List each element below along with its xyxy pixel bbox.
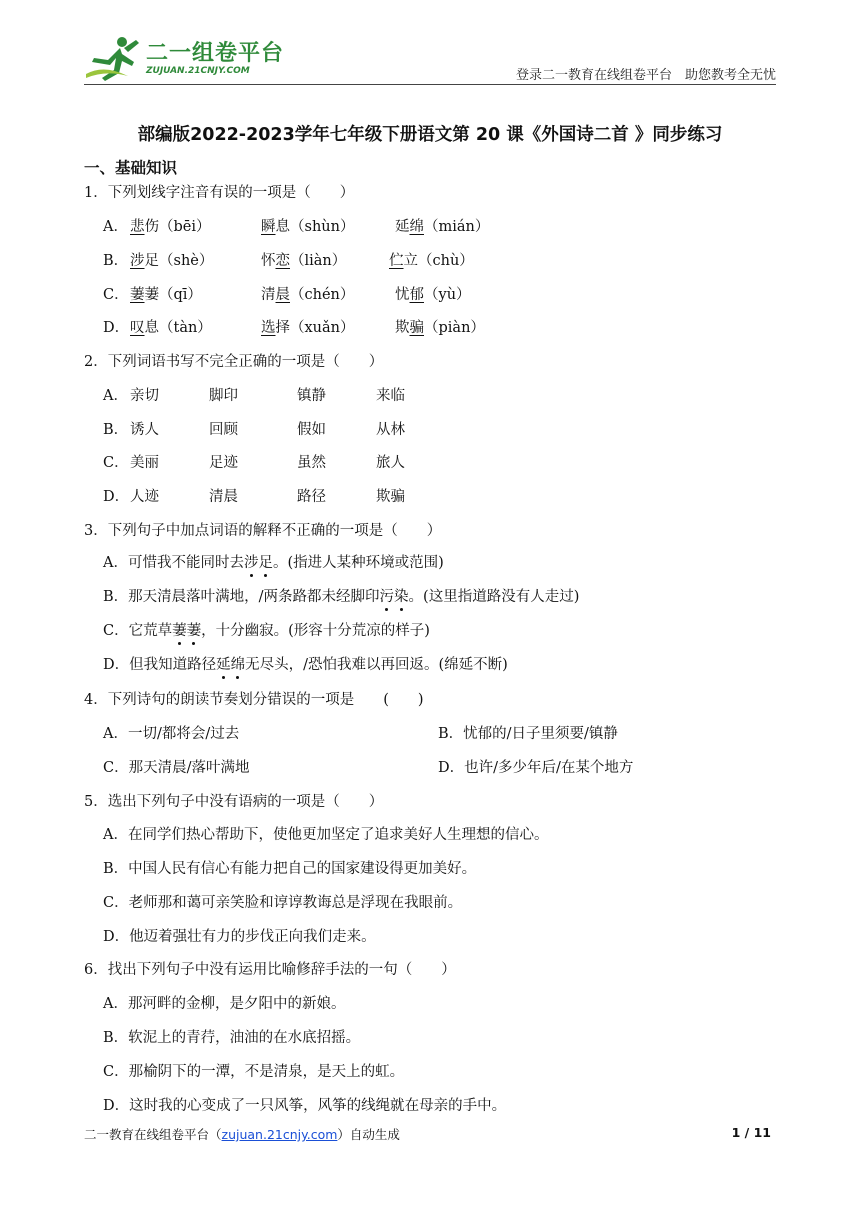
question-2-stem: 2．下列词语书写不完全正确的一项是（ ） (84, 354, 384, 370)
q1-option-a-word2: 瞬息（shùn） (261, 219, 355, 235)
question-1-stem: 1．下列划线字注音有误的一项是（ ） (84, 185, 355, 201)
header-divider (84, 84, 776, 85)
q2-option-c-word: 美丽 (130, 455, 159, 471)
page-number: 1 / 11 (731, 1125, 771, 1140)
q4-option-d: D．也许/多少年后/在某个地方 (438, 760, 634, 776)
q1-option-b-label: B． (103, 253, 129, 269)
q6-option-a: A．那河畔的金柳，是夕阳中的新娘。 (103, 996, 346, 1012)
question-4-stem: 4．下列诗句的朗读节奏划分错误的一项是 ( ) (84, 692, 424, 708)
q2-option-d-word: 欺骗 (376, 489, 405, 505)
q1-option-a-word1: 悲伤（bēi） (130, 219, 211, 235)
q2-option-b-word: 假如 (297, 422, 326, 438)
q2-option-d-word: 人迹 (130, 489, 159, 505)
q2-option-d-word: 路径 (297, 489, 326, 505)
q1-option-b-word2: 怀恋（liàn） (261, 253, 347, 269)
header-slogan: 登录二一教育在线组卷平台 助您教考全无忧 (515, 68, 776, 83)
q5-option-a: A．在同学们热心帮助下，使他更加坚定了追求美好人生理想的信心。 (103, 827, 549, 843)
section-heading: 一、基础知识 (84, 159, 178, 177)
q2-option-c-label: C． (103, 455, 129, 471)
logo-name: 二一组卷平台 (146, 41, 285, 66)
q2-option-d-word: 清晨 (209, 489, 238, 505)
q3-option-b: B．那天清晨落叶满地，/两条路都未经脚印污染。(这里指道路没有人走过) (103, 589, 580, 605)
q1-option-d-word3: 欺骗（piàn） (395, 320, 485, 336)
q6-option-b: B．软泥上的青荇，油油的在水底招摇。 (103, 1030, 361, 1046)
q2-option-a-word: 来临 (376, 388, 405, 404)
footer-link[interactable]: zujuan.21cnjy.com (221, 1127, 338, 1142)
q4-option-a: A．一切/都将会/过去 (103, 726, 240, 742)
q1-option-c-word1: 萋萋（qī） (130, 287, 202, 303)
q5-option-d: D．他迈着强壮有力的步伐正向我们走来。 (103, 929, 376, 945)
q6-option-c: C．那榆阴下的一潭，不是清泉，是天上的虹。 (103, 1064, 405, 1080)
runner-logo-icon (84, 34, 146, 82)
question-5-stem: 5．选出下列句子中没有语病的一项是（ ） (84, 794, 384, 810)
q1-option-d-word1: 叹息（tàn） (130, 320, 212, 336)
q1-option-b-word3: 伫立（chù） (389, 253, 474, 269)
q1-option-b-word1: 涉足（shè） (130, 253, 214, 269)
q5-option-c: C．老师那和蔼可亲笑脸和谆谆教诲总是浮现在我眼前。 (103, 895, 463, 911)
q2-option-a-label: A． (103, 388, 128, 404)
q2-option-b-word: 从林 (376, 422, 405, 438)
q2-option-a-word: 镇静 (297, 388, 326, 404)
question-3-stem: 3．下列句子中加点词语的解释不正确的一项是（ ） (84, 523, 442, 539)
q1-option-a-word3: 延绵（mián） (395, 219, 490, 235)
q2-option-a-word: 脚印 (209, 388, 238, 404)
q2-option-c-word: 旅人 (376, 455, 405, 471)
q2-option-b-label: B． (103, 422, 129, 438)
q2-option-d-label: D． (103, 489, 130, 505)
q1-option-d-word2: 选择（xuǎn） (261, 320, 355, 336)
footer-source: 二一教育在线组卷平台（zujuan.21cnjy.com）自动生成 (84, 1127, 400, 1142)
q2-option-c-word: 足迹 (209, 455, 238, 471)
q3-option-c: C．它荒草萋萋，十分幽寂。(形容十分荒凉的样子) (103, 623, 430, 639)
question-6-stem: 6．找出下列句子中没有运用比喻修辞手法的一句（ ） (84, 962, 456, 978)
q3-option-a: A．可惜我不能同时去涉足。(指进人某种环境或范围) (103, 555, 444, 571)
q2-option-b-word: 诱人 (130, 422, 159, 438)
q2-option-b-word: 回顾 (209, 422, 238, 438)
q1-option-c-word3: 忧郁（yù） (395, 287, 471, 303)
q4-option-c: C．那天清晨/落叶满地 (103, 760, 250, 776)
q2-option-a-word: 亲切 (130, 388, 159, 404)
q1-option-c-word2: 清晨（chén） (261, 287, 355, 303)
q6-option-d: D．这时我的心变成了一只风筝，风筝的线绳就在母亲的手中。 (103, 1098, 507, 1114)
logo-url: ZUJUAN.21CNJY.COM (146, 66, 250, 76)
document-title: 部编版2022-2023学年七年级下册语文第 20 课《外国诗二首 》同步练习 (137, 125, 723, 145)
q2-option-c-word: 虽然 (297, 455, 326, 471)
q1-option-c-label: C． (103, 287, 129, 303)
q1-option-a-label: A． (103, 219, 128, 235)
q1-option-d-label: D． (103, 320, 130, 336)
q3-option-d: D．但我知道路径延绵无尽头，/恐怕我难以再回返。(绵延不断) (103, 657, 508, 673)
q4-option-b: B．忧郁的/日子里须要/镇静 (438, 726, 618, 742)
q5-option-b: B．中国人民有信心有能力把自己的国家建设得更加美好。 (103, 861, 477, 877)
